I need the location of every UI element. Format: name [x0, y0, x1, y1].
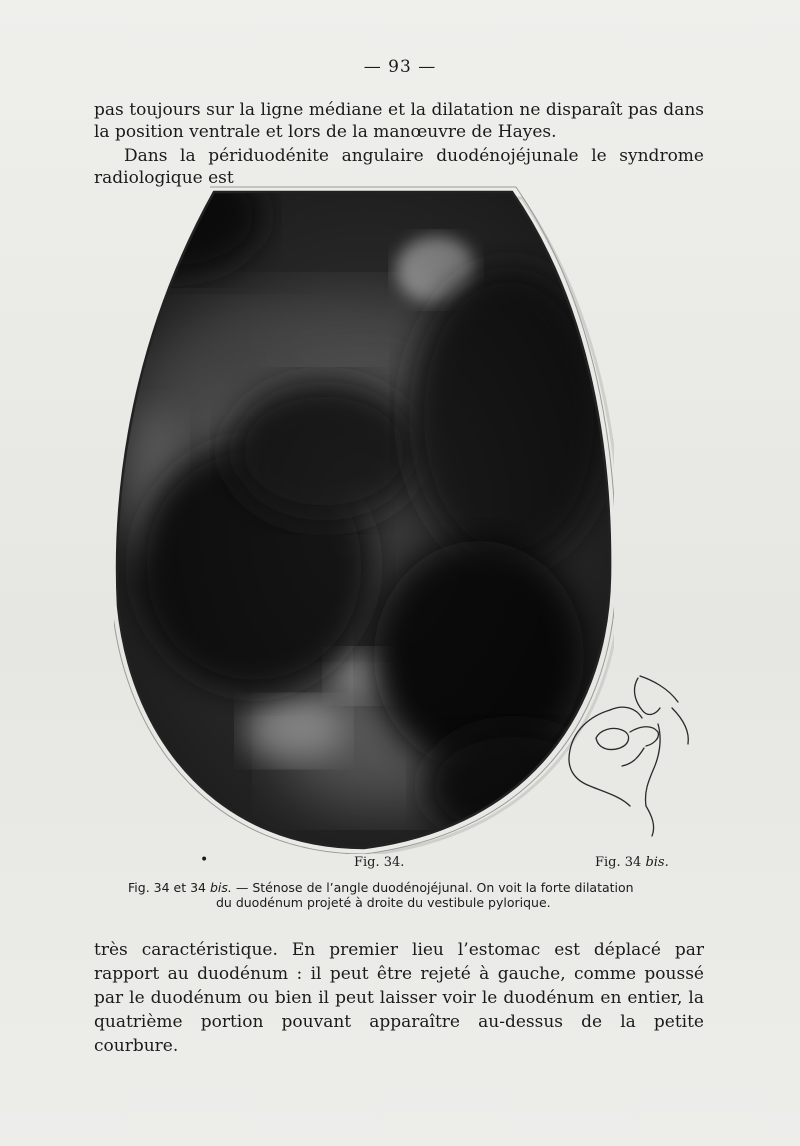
caption-bis: bis.: [209, 880, 232, 895]
caption-line-1: [128, 880, 688, 895]
figure-label-right-bis: bis.: [645, 855, 669, 870]
paragraph-top-2: Dans la périduodénite angulaire duodénojéjunale le syndrome radiologique est: [94, 146, 704, 188]
caption-prefix: Fig. 34 et 34: [128, 880, 210, 895]
figure-label-right-prefix: Fig. 34: [595, 855, 646, 870]
radiograph-image: [114, 186, 614, 854]
figure-label-right: [595, 855, 669, 870]
figure-caption: [128, 880, 688, 910]
caption-line1-rest: — Sténose de l’angle duodénojéjunal. On voit la forte dilatation: [231, 880, 634, 895]
caption-line-2: du duodénum projeté à droite du vestibule pylorique.: [216, 895, 551, 910]
figure-bullet: •: [200, 852, 209, 868]
paragraph-bottom: très caractéristique. En premier lieu l’estomac est déplacé par rapport au duodénum : il peut être rejeté à gauche, comme poussé par le duodénum ou bien il peut laisser voir le duodénum en entier, la quatrième portion pouvant apparaître au-dessus de la petite courbure.: [94, 940, 704, 1056]
paragraph-top-1: pas toujours sur la ligne médiane et la dilatation ne disparaît pas dans la position ventrale et lors de la manœuvre de Hayes.: [94, 100, 704, 142]
figure-label-left: Fig. 34.: [354, 855, 405, 870]
tracing-drawing: [560, 668, 700, 843]
page-number: — 93 —: [363, 57, 437, 77]
